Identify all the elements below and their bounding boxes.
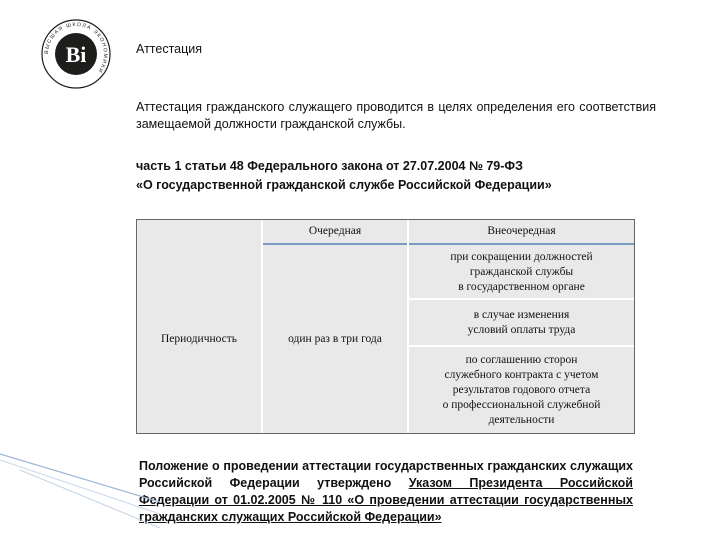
extra-reason-2-line: в случае изменения [473, 308, 570, 321]
law-reference-line-2: «О государственной гражданской службе Российской Федерации» [136, 178, 552, 192]
extra-reason-2-line: условий оплаты труда [467, 323, 576, 336]
extra-reason-2 [409, 300, 634, 345]
regular-frequency: один раз в три года [288, 333, 382, 345]
law-reference-line-1: часть 1 статьи 48 Федерального закона от 27.07.2004 № 79-ФЗ [136, 159, 523, 173]
hse-logo [40, 18, 112, 90]
extra-reason-3-line: деятельности [488, 413, 555, 426]
attestation-table [136, 219, 635, 434]
extra-reason-3-line: служебного контракта с учетом [444, 368, 599, 381]
header-regular: Очередная [308, 225, 362, 237]
extra-reason-1-line: гражданской службы [469, 265, 574, 278]
intro-paragraph: Аттестация гражданского служащего проводится в целях определения его соответствия замещаемой должности гражданской службы. [136, 100, 656, 131]
logo-monogram: Ві [65, 42, 87, 67]
extra-reason-1-line: при сокращении должностей [450, 250, 593, 263]
regulation-note [139, 458, 633, 526]
extra-reason-1-line: в государственном органе [458, 280, 585, 293]
logo-ring-text: ВЫСШАЯ ШКОЛА ЭКОНОМИКИ [43, 21, 109, 75]
extra-reason-3 [409, 347, 634, 433]
row-label-periodicity: Периодичность [160, 333, 238, 345]
decorative-lines [0, 440, 160, 540]
extra-reason-3-line: по соглашению сторон [465, 353, 578, 366]
regulation-note-text: Положение о проведении аттестации государственных гражданских служащих Российской Федерации утверждено [139, 459, 633, 490]
header-extraordinary: Внеочередная [487, 225, 556, 237]
extra-reason-1 [409, 246, 634, 298]
law-reference [136, 157, 666, 195]
extra-reason-3-line: о профессиональной служебной [442, 398, 601, 411]
extra-reason-3-line: результатов годового отчета [452, 383, 591, 396]
decree-link[interactable]: Указом Президента Российской Федерации от 01.02.2005 № 110 «О проведении аттестации государственных гражданских служащих Российской Федерации» [139, 476, 633, 524]
page-title: Аттестация [136, 42, 203, 56]
